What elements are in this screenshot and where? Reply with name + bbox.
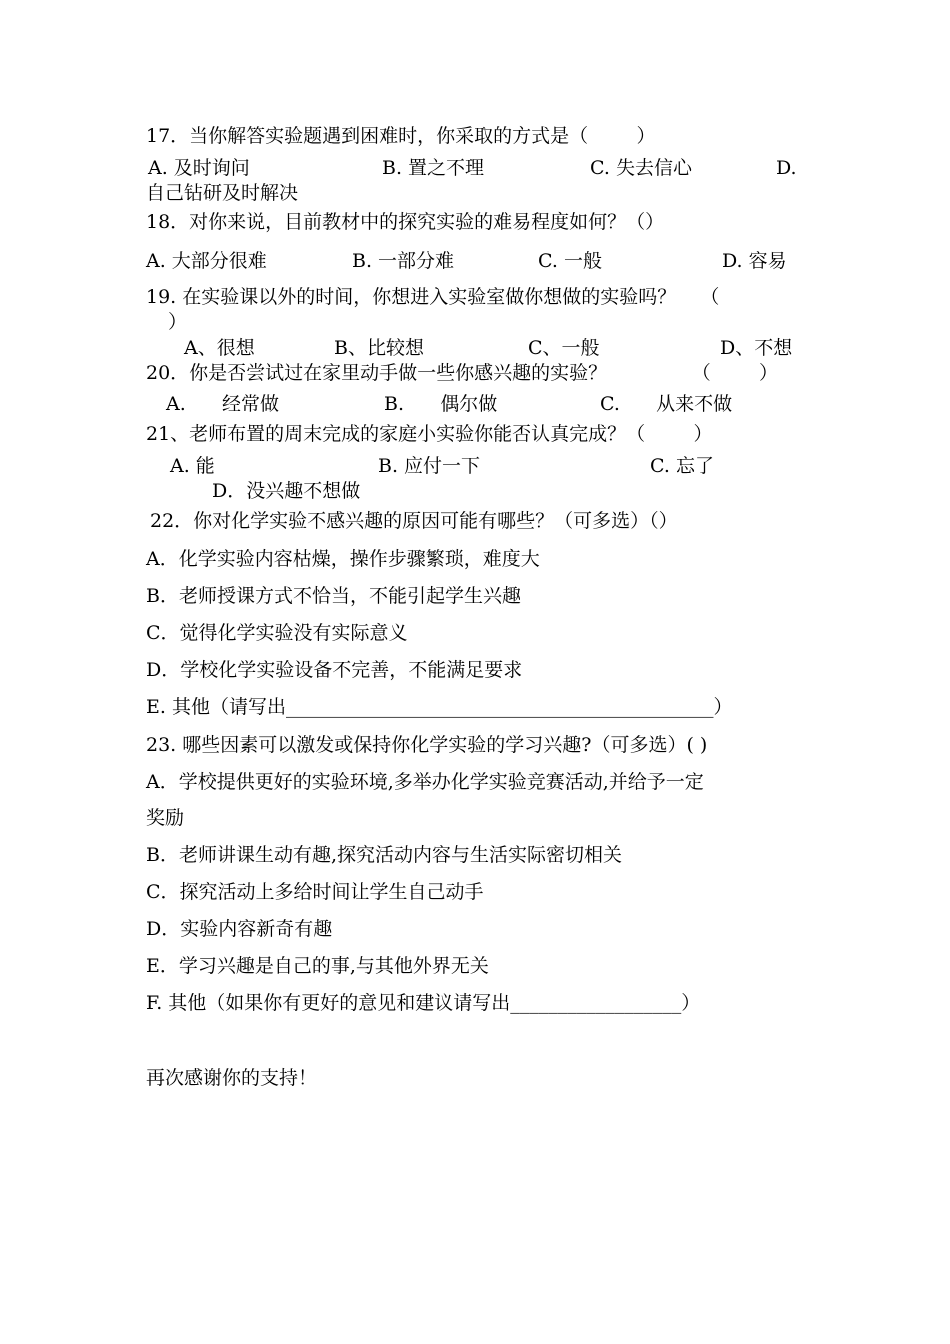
question-17-option-d-text: 自己钻研及时解决 xyxy=(146,182,299,204)
question-23-option-a-cont: 奖励 xyxy=(146,807,185,829)
question-17-option-a: A. 及时询问 xyxy=(148,157,250,179)
question-22-option-d: D．学校化学实验设备不完善，不能满足要求 xyxy=(146,659,523,681)
question-22-option-a: A．化学实验内容枯燥，操作步骤繁琐，难度大 xyxy=(146,548,540,570)
question-17-option-d: D. xyxy=(776,157,797,179)
question-23-option-d: D．实验内容新奇有趣 xyxy=(146,918,333,940)
question-17-option-b: B. 置之不理 xyxy=(382,157,485,179)
question-18-option-c: C. 一般 xyxy=(538,250,602,272)
question-21-option-c: C. 忘了 xyxy=(650,455,714,477)
closing-thanks: 再次感谢你的支持！ xyxy=(146,1067,318,1089)
question-20-option-a: A. 经常做 xyxy=(166,393,279,415)
question-19-option-a: A、很想 xyxy=(184,337,255,359)
question-17-stem: 17．当你解答实验题遇到困难时，你采取的方式是（ ） xyxy=(146,125,656,147)
question-18-option-a: A. 大部分很难 xyxy=(146,250,267,272)
question-19-stem-cont: ） xyxy=(168,311,188,333)
question-21-option-b: B. 应付一下 xyxy=(378,455,481,477)
question-19-option-c: C、一般 xyxy=(528,337,600,359)
question-18-option-d: D. 容易 xyxy=(722,250,787,272)
question-23-option-e: E．学习兴趣是自己的事,与其他外界无关 xyxy=(146,955,489,977)
question-18-stem: 18．对你来说，目前教材中的探究实验的难易程度如何？（） xyxy=(146,211,665,233)
question-18-option-b: B. 一部分难 xyxy=(352,250,455,272)
question-22-stem: 22．你对化学实验不感兴趣的原因可能有哪些？（可多选）（） xyxy=(150,510,678,532)
question-22-option-b: B．老师授课方式不恰当，不能引起学生兴趣 xyxy=(146,585,521,607)
question-22-option-e: E. 其他（请写出_____________________________________________） xyxy=(146,696,733,718)
question-20-option-c: C. 从来不做 xyxy=(600,393,733,415)
question-20-option-b: B. 偶尔做 xyxy=(384,393,498,415)
question-22-option-c: C．觉得化学实验没有实际意义 xyxy=(146,622,408,644)
question-20-stem: 20．你是否尝试过在家里动手做一些你感兴趣的实验？ （ ） xyxy=(146,362,779,384)
question-19-option-d: D、不想 xyxy=(720,337,793,359)
question-23-option-b: B．老师讲课生动有趣,探究活动内容与生活实际密切相关 xyxy=(146,844,623,866)
question-19-stem: 19. 在实验课以外的时间，你想进入实验室做你想做的实验吗？ （ xyxy=(146,286,720,308)
question-21-option-a: A. 能 xyxy=(170,455,215,477)
question-17-option-c: C. 失去信心 xyxy=(590,157,692,179)
question-19-option-b: B、比较想 xyxy=(334,337,424,359)
question-23-option-f: F. 其他（如果你有更好的意见和建议请写出__________________） xyxy=(146,992,701,1014)
question-23-option-c: C．探究活动上多给时间让学生自己动手 xyxy=(146,881,484,903)
question-21-option-d: D．没兴趣不想做 xyxy=(212,480,361,502)
question-23-option-a: A．学校提供更好的实验环境,多举办化学实验竞赛活动,并给予一定 xyxy=(146,771,704,793)
question-23-stem: 23. 哪些因素可以激发或保持你化学实验的学习兴趣?（可多选）( ) xyxy=(146,734,708,756)
question-21-stem: 21、老师布置的周末完成的家庭小实验你能否认真完成？（ ） xyxy=(146,423,713,445)
